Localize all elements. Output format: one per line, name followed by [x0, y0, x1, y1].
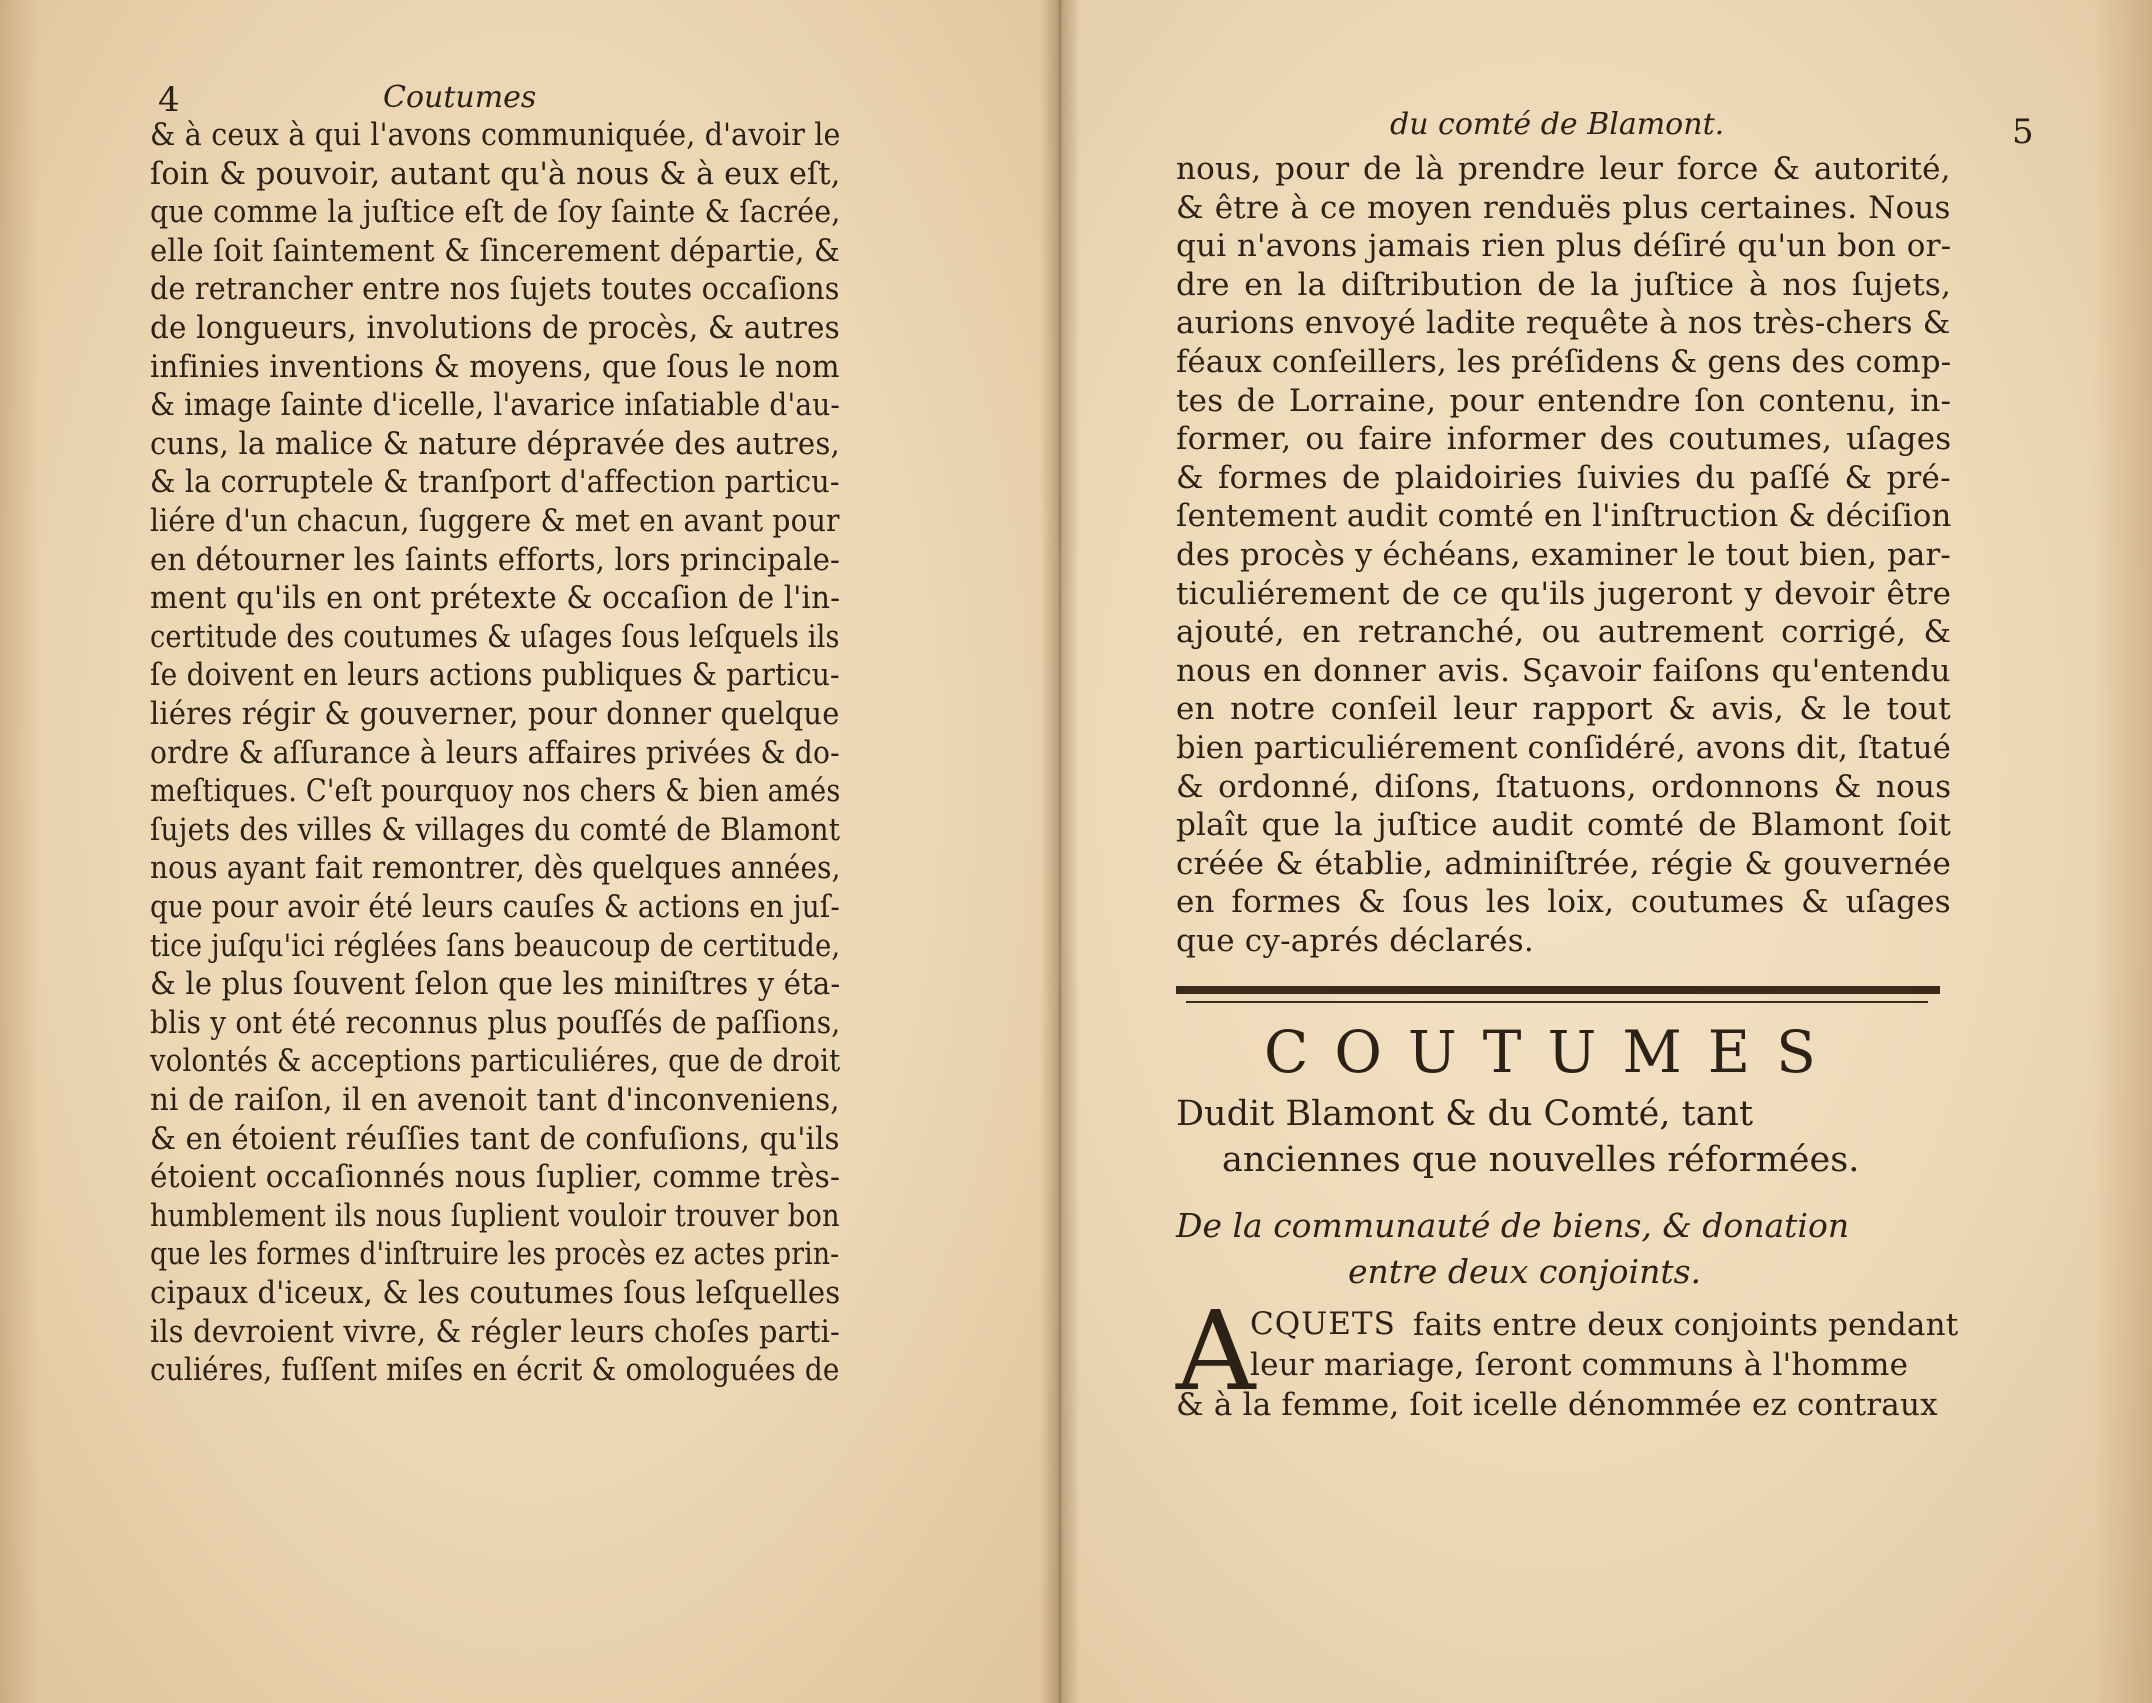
text-line: ni de raiſon, il en avenoit tant d'inconveniens, [150, 1082, 840, 1118]
text-line: infinies inventions & moyens, que ſous le nom [150, 348, 840, 385]
text-line: ordre & aſſurance à leurs affaires privées & do- [150, 734, 840, 771]
text-line: que les formes d'inſtruire les procès ez actes prin- [150, 1236, 840, 1273]
text-line: que cy-aprés déclarés. [1176, 923, 1534, 959]
left-running-head: Coutumes [383, 80, 537, 115]
text-line: & le plus ſouvent ſelon que les miniſtres y éta- [150, 966, 841, 1003]
first-word-smallcaps: CQUETS [1250, 1306, 1396, 1342]
text-line: ajouté, en retranché, ou autrement corrigé, & [1176, 614, 1952, 651]
text-line: nous, pour de là prendre leur force & autorité, [1176, 151, 1951, 187]
right-page-edge-shadow [2092, 0, 2152, 1703]
text-line: ſoin & pouvoir, autant qu'à nous & à eux eſt, [150, 155, 841, 192]
right-page-number: 5 [2012, 112, 2034, 152]
text-line: nous en donner avis. Sçavoir faiſons qu'entendu [1176, 652, 1951, 689]
text-line: que comme la juſtice eſt de ſoy ſainte & ſacrée, [150, 194, 841, 231]
text-line: de retrancher entre nos ſujets toutes occaſions [150, 271, 840, 308]
text-line: & image ſainte d'icelle, l'avarice inſatiable d'au- [150, 387, 841, 424]
text-line: & formes de plaidoiries ſuivies du paſſé & pré- [1176, 459, 1951, 496]
text-line: volontés & acceptions particuliéres, que de droit [150, 1043, 841, 1080]
article-heading-line-1: De la communauté de biens, & donation [1176, 1206, 1850, 1245]
article-heading-line-2: entre deux conjoints. [1348, 1252, 1702, 1291]
text-line: & être à ce moyen renduës plus certaines. Nous [1176, 189, 1951, 226]
article-line: faits entre deux conjoints pendant [1413, 1307, 1959, 1343]
text-line: qui n'avons jamais rien plus déſiré qu'un bon or- [1176, 228, 1952, 265]
text-line: certitude des coutumes & uſages ſous leſquels ils [150, 618, 840, 655]
book-gutter [1040, 0, 1080, 1703]
text-line: que pour avoir été leurs cauſes & actions en juſ- [150, 889, 840, 925]
text-line: former, ou faire informer des coutumes, uſages [1176, 421, 1952, 458]
article-line: & à la femme, ſoit icelle dénommée ez contraux [1176, 1387, 1938, 1423]
text-line: en détourner les ſaints efforts, lors principale- [150, 541, 841, 578]
right-running-head: du comté de Blamont. [1390, 107, 1725, 142]
text-line: aurions envoyé ladite requête à nos très-chers & [1176, 305, 1951, 342]
text-line: bien particuliérement conſidéré, avons dit, ſtatué [1176, 730, 1952, 766]
text-line: elle ſoit ſaintement & ſincerement départie, & [150, 232, 841, 269]
text-line: liére d'un chacun, ſuggere & met en avant pour [150, 503, 840, 539]
text-line: en formes & ſous les loix, coutumes & uſages [1176, 884, 1951, 921]
text-line: culiéres, fuſſent miſes en écrit & omologuées de [150, 1352, 840, 1389]
text-line: & la corruptele & tranſport d'affection particu- [150, 464, 840, 501]
left-page [0, 0, 1058, 1703]
drop-cap: A [1176, 1287, 1256, 1415]
text-line: ils devroient vivre, & régler leurs choſes parti- [150, 1313, 840, 1350]
section-title: COUTUMES [1264, 1018, 1842, 1086]
text-line: liéres régir & gouverner, pour donner quelque [150, 696, 840, 732]
text-line: tes de Lorraine, pour entendre ſon contenu, in- [1176, 382, 1952, 419]
text-line: de longueurs, involutions de procès, & autres [150, 310, 840, 346]
text-line: & en étoient réuſſies tant de confuſions, qu'ils [150, 1120, 840, 1157]
ornamental-rule-thin [1186, 1001, 1928, 1003]
text-line: cuns, la malice & nature dépravée des autres, [150, 425, 840, 462]
left-page-edge-shadow [0, 0, 40, 1703]
text-line: tice juſqu'ici réglées ſans beaucoup de certitude, [150, 927, 841, 964]
subtitle-line-2: anciennes que nouvelles réformées. [1222, 1140, 1860, 1180]
text-line: cipaux d'iceux, & les coutumes ſous leſquelles [150, 1275, 841, 1311]
text-line: blis y ont été reconnus plus pouſſés de paſſions, [150, 1004, 841, 1041]
text-line: meſtiques. C'eſt pourquoy nos chers & bien amés [150, 773, 841, 810]
text-line: plaît que la juſtice audit comté de Blamont ſoit [1176, 807, 1952, 844]
article-line: leur mariage, ſeront communs à l'homme [1250, 1347, 1909, 1383]
ornamental-rule-thick [1176, 986, 1940, 994]
text-line: étoient occaſionnés nous ſuplier, comme très- [150, 1159, 841, 1196]
right-page [1058, 0, 2152, 1703]
text-line: & à ceux à qui l'avons communiquée, d'avoir le [150, 117, 841, 153]
text-line: ment qu'ils en ont prétexte & occaſion de l'in- [150, 580, 841, 617]
text-line: & ordonné, diſons, ſtatuons, ordonnons & nous [1176, 768, 1952, 805]
subtitle-line-1: Dudit Blamont & du Comté, tant [1176, 1094, 1754, 1134]
text-line: ſe doivent en leurs actions publiques & particu- [150, 657, 840, 694]
text-line: créée & établie, adminiſtrée, régie & gouvernée [1176, 845, 1951, 882]
text-line: en notre conſeil leur rapport & avis, & le tout [1176, 691, 1951, 728]
text-line: ſentement audit comté en l'inſtruction & déciſion [1176, 498, 1952, 535]
text-line: des procès y échéans, examiner le tout bien, par- [1176, 537, 1951, 573]
text-line: humblement ils nous ſuplient vouloir trouver bon [150, 1197, 840, 1234]
left-page-number: 4 [158, 80, 180, 120]
text-line: dre en la diſtribution de la juſtice à nos ſujets, [1176, 266, 1952, 303]
text-line: féaux conſeillers, les préſidens & gens des comp- [1176, 344, 1952, 380]
text-line: nous ayant fait remontrer, dès quelques années, [150, 850, 841, 887]
text-line: ſujets des villes & villages du comté de Blamont [150, 811, 841, 848]
text-line: ticuliérement de ce qu'ils jugeront y devoir être [1176, 575, 1952, 612]
